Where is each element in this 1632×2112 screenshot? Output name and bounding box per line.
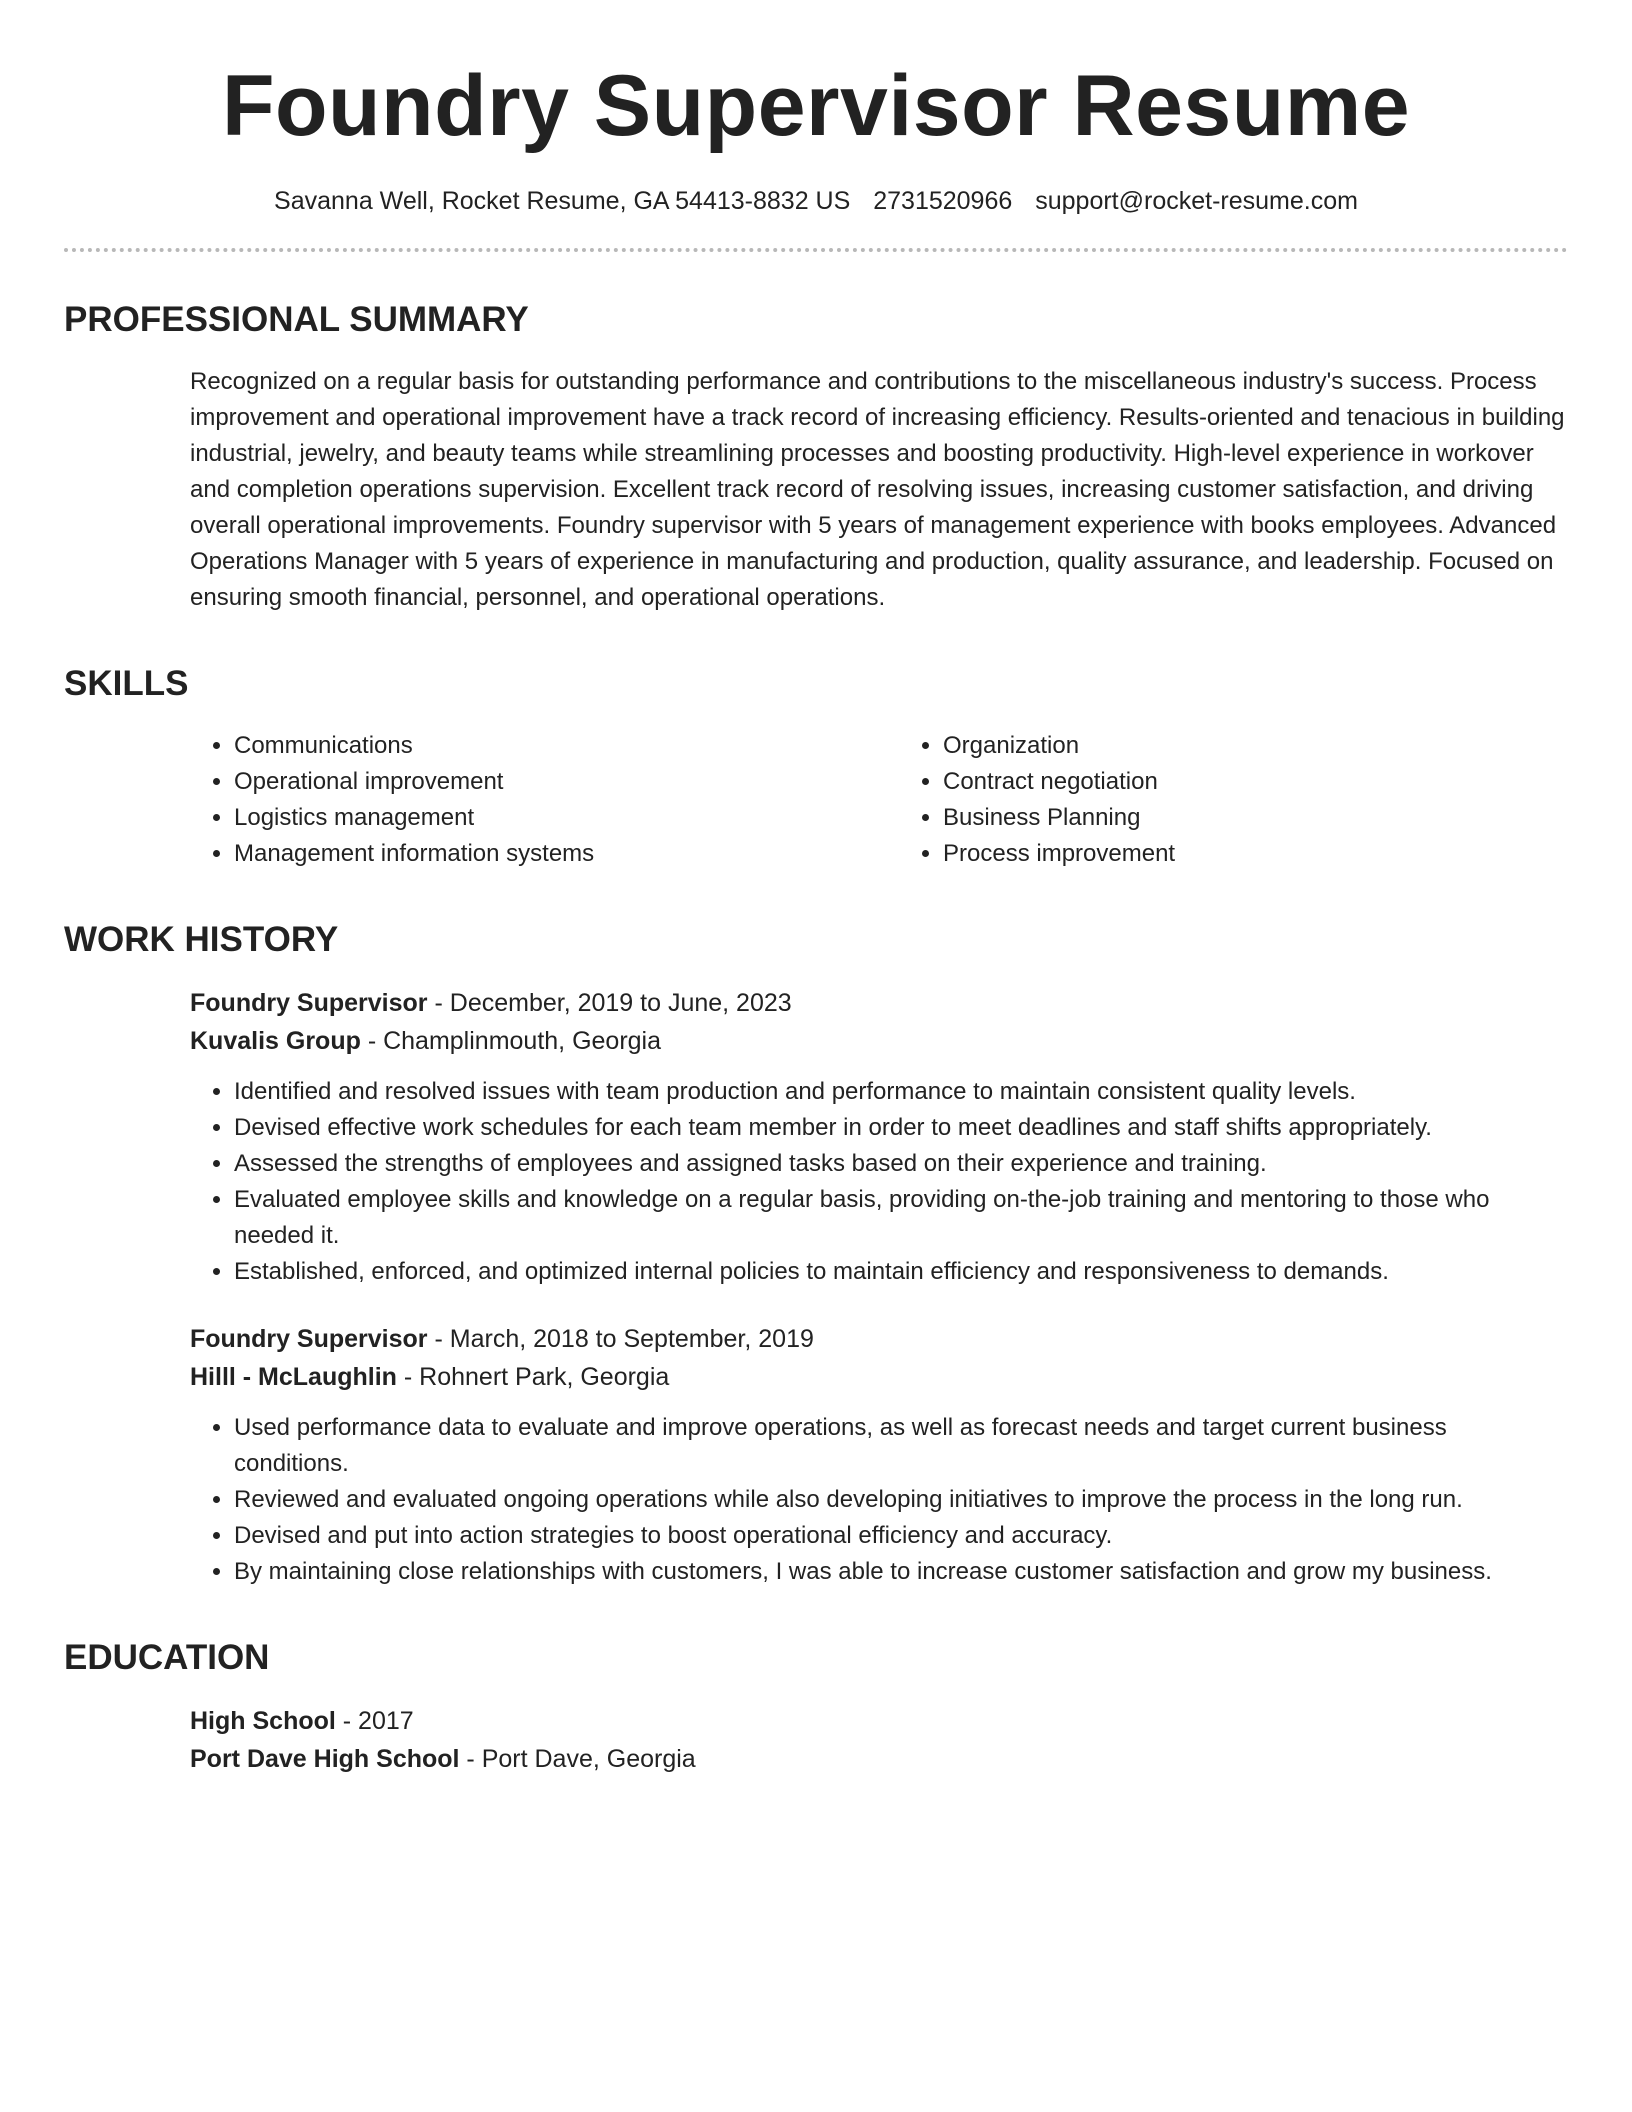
skill-item: • Communications xyxy=(234,728,859,764)
header-divider xyxy=(64,248,1568,252)
separator: - xyxy=(459,1745,482,1773)
skill-item: • Process improvement xyxy=(943,836,1568,872)
job-bullet: • Used performance data to evaluate and improve operations, as well as forecast needs and target current business conditions. xyxy=(234,1410,1568,1482)
summary-heading: PROFESSIONAL SUMMARY xyxy=(64,300,529,339)
skills-section xyxy=(190,728,1568,872)
job-location: Champlinmouth, Georgia xyxy=(383,1027,662,1055)
separator: - xyxy=(427,1325,450,1353)
resume-header xyxy=(64,0,1568,252)
job-location: Rohnert Park, Georgia xyxy=(419,1363,670,1391)
separator: - xyxy=(360,1027,384,1055)
skill-item: • Operational improvement xyxy=(234,764,859,800)
contact-line xyxy=(64,184,1568,218)
job-entry xyxy=(190,984,1568,1290)
separator: - xyxy=(396,1363,420,1391)
job-company-line xyxy=(190,1358,1568,1396)
skill-item: • Management information systems xyxy=(234,836,859,872)
job-title-line xyxy=(190,984,1568,1022)
education-section xyxy=(190,1702,1568,1778)
job-bullet: • Reviewed and evaluated ongoing operations while also developing initiatives to improve the process in the long run. xyxy=(234,1482,1568,1518)
contact-phone: 2731520966 xyxy=(873,187,1013,215)
job-title: Foundry Supervisor xyxy=(190,1325,428,1353)
education-degree: High School xyxy=(190,1707,336,1735)
skill-item: • Organization xyxy=(943,728,1568,764)
job-dates: December, 2019 to June, 2023 xyxy=(449,989,792,1017)
education-school-line xyxy=(190,1740,1568,1778)
job-bullet: • Devised and put into action strategies to boost operational efficiency and accuracy. xyxy=(234,1518,1568,1554)
education-year: 2017 xyxy=(358,1707,414,1735)
job-bullets xyxy=(190,1410,1568,1590)
skill-item: • Contract negotiation xyxy=(943,764,1568,800)
job-bullets xyxy=(190,1074,1568,1290)
job-bullet: • Devised effective work schedules for each team member in order to meet deadlines and staff shifts appropriately. xyxy=(234,1110,1568,1146)
page-title: Foundry Supervisor Resume xyxy=(221,58,1411,154)
skills-list-left xyxy=(190,728,859,872)
summary-section xyxy=(190,364,1568,616)
education-location: Port Dave, Georgia xyxy=(481,1745,696,1773)
job-dates: March, 2018 to September, 2019 xyxy=(449,1325,814,1353)
education-heading: EDUCATION xyxy=(64,1638,270,1677)
skill-item: • Logistics management xyxy=(234,800,859,836)
contact-email: support@rocket-resume.com xyxy=(1035,187,1358,215)
education-school: Port Dave High School xyxy=(190,1745,460,1773)
job-title: Foundry Supervisor xyxy=(190,989,428,1017)
job-bullet: • Assessed the strengths of employees and assigned tasks based on their experience and training. xyxy=(234,1146,1568,1182)
job-bullet: • By maintaining close relationships with customers, I was able to increase customer satisfaction and grow my business. xyxy=(234,1554,1568,1590)
job-title-line xyxy=(190,1320,1568,1358)
job-bullet: • Established, enforced, and optimized internal policies to maintain efficiency and responsiveness to demands. xyxy=(234,1254,1568,1290)
job-company: Hilll - McLaughlin xyxy=(190,1363,397,1391)
job-company-line xyxy=(190,1022,1568,1060)
summary-text: Recognized on a regular basis for outstanding performance and contributions to the miscellaneous industry's success. Process improvement and operational improvement have a track record of increasing efficiency. Results-oriented and tenacious in building industrial, jewelry, and beauty teams while streamlining processes and boosting productivity. High-level experience in workover and completion operations supervision. Excellent track record of resolving issues, increasing customer satisfaction, and driving overall operational improvements. Foundry supervisor with 5 years of management experience with books employees. Advanced Operations Manager with 5 years of experience in manufacturing and production, quality assurance, and leadership. Focused on ensuring smooth financial, personnel, and operational operations. xyxy=(190,368,1565,611)
job-company: Kuvalis Group xyxy=(190,1027,361,1055)
skill-item: • Business Planning xyxy=(943,800,1568,836)
work-history-heading: WORK HISTORY xyxy=(64,920,339,959)
skills-list-right xyxy=(899,728,1568,872)
job-bullet: • Evaluated employee skills and knowledge on a regular basis, providing on-the-job training and mentoring to those who needed it. xyxy=(234,1182,1568,1254)
separator: - xyxy=(427,989,450,1017)
skills-heading: SKILLS xyxy=(64,664,189,703)
work-history-section xyxy=(190,984,1568,1590)
job-bullet: • Identified and resolved issues with team production and performance to maintain consistent quality levels. xyxy=(234,1074,1568,1110)
separator: - xyxy=(335,1707,359,1735)
contact-address: Savanna Well, Rocket Resume, GA 54413-8832 US xyxy=(274,187,851,215)
job-entry xyxy=(190,1320,1568,1590)
education-degree-line xyxy=(190,1702,1568,1740)
